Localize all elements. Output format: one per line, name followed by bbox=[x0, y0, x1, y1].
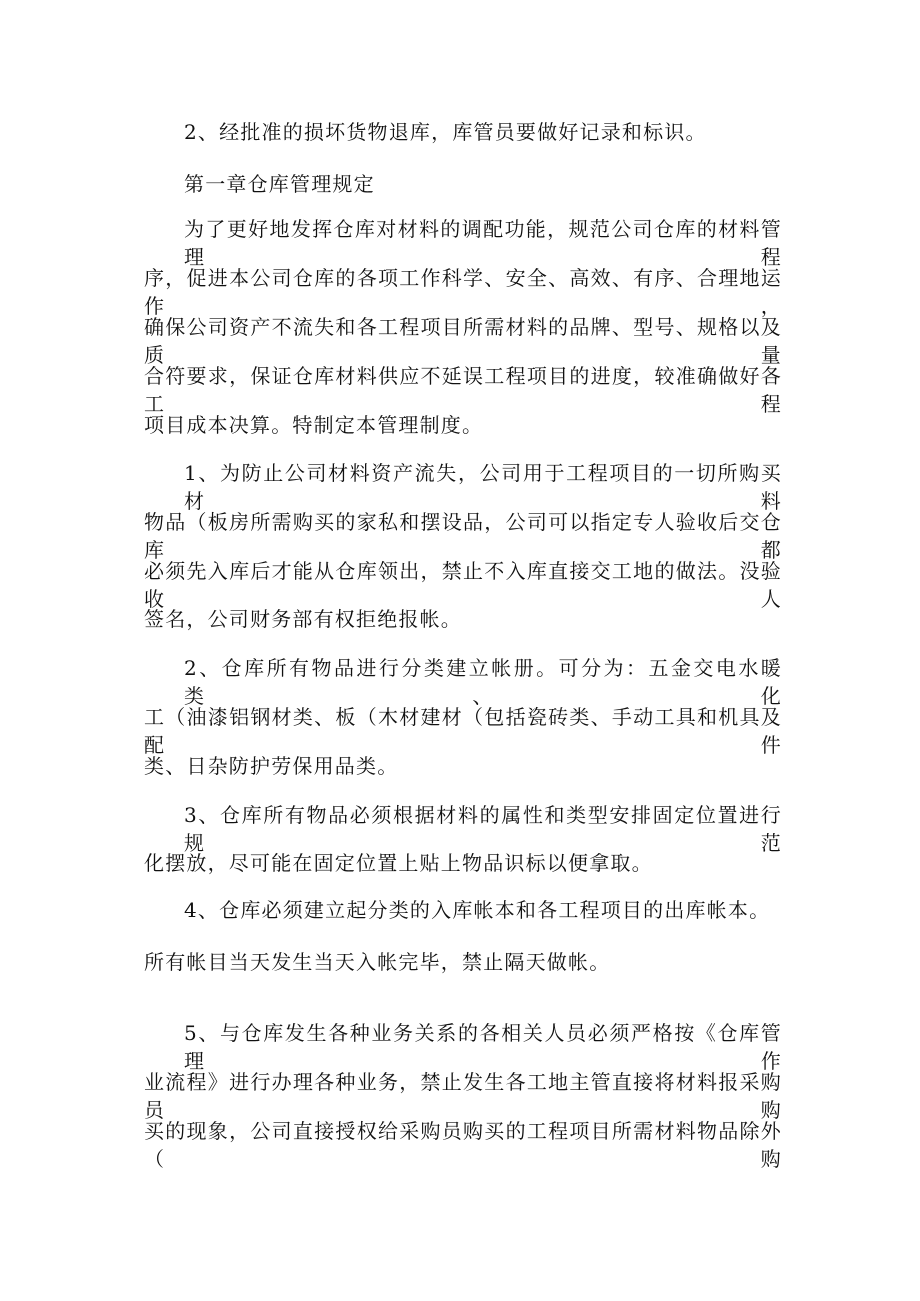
rule-1-line-3: 必须先入库后才能从仓库领出，禁止不入库直接交工地的做法。没验收人 bbox=[144, 559, 782, 611]
intro-line-5: 项目成本决算。特制定本管理制度。 bbox=[144, 413, 484, 437]
rule-4-line-1: 4、仓库必须建立起分类的入库帐本和各工程项目的出库帐本。 bbox=[184, 898, 771, 922]
rule-5-line-3: 买的现象，公司直接授权给采购员购买的工程项目所需材料物品除外（购 bbox=[144, 1119, 782, 1171]
intro-line-1: 为了更好地发挥仓库对材料的调配功能，规范公司仓库的材料管理程 bbox=[184, 217, 782, 269]
rule-3-line-2: 化摆放，尽可能在固定位置上贴上物品识标以便拿取。 bbox=[144, 851, 653, 875]
rule-3-line-1: 3、仓库所有物品必须根据材料的属性和类型安排固定位置进行规范 bbox=[184, 803, 782, 855]
rule-1-line-1: 1、为防止公司材料资产流失，公司用于工程项目的一切所购买材料 bbox=[184, 461, 782, 513]
intro-line-3: 确保公司资产不流失和各工程项目所需材料的品牌、型号、规格以及质量 bbox=[144, 315, 782, 367]
rule-2-line-3: 类、日杂防护劳保用品类。 bbox=[144, 754, 399, 778]
rule-2-line-1: 2、仓库所有物品进行分类建立帐册。可分为：五金交电水暖类、化 bbox=[184, 656, 782, 708]
rule-4-line-2: 所有帐目当天发生当天入帐完毕，禁止隔天做帐。 bbox=[144, 950, 611, 974]
rule-2-line-2: 工（油漆铝钢材类、板（木材建材（包括瓷砖类、手动工具和机具及配件 bbox=[144, 705, 782, 757]
paragraph-line-return-goods: 2、经批准的损坏货物退库，库管员要做好记录和标识。 bbox=[184, 120, 707, 144]
rule-1-line-4: 签名，公司财务部有权拒绝报帐。 bbox=[144, 607, 462, 631]
intro-line-2: 序，促进本公司仓库的各项工作科学、安全、高效、有序、合理地运作， bbox=[144, 266, 782, 318]
intro-line-4: 合符要求，保证仓库材料供应不延误工程项目的进度，较准确做好各工程 bbox=[144, 364, 782, 416]
rule-5-line-1: 5、与仓库发生各种业务关系的各相关人员必须严格按《仓库管理作 bbox=[184, 1021, 782, 1073]
chapter-heading: 第一章仓库管理规定 bbox=[184, 172, 375, 196]
rule-1-line-2: 物品（板房所需购买的家私和摆设品，公司可以指定专人验收后交仓库都 bbox=[144, 510, 782, 562]
rule-5-line-2: 业流程》进行办理各种业务，禁止发生各工地主管直接将材料报采购员购 bbox=[144, 1070, 782, 1122]
